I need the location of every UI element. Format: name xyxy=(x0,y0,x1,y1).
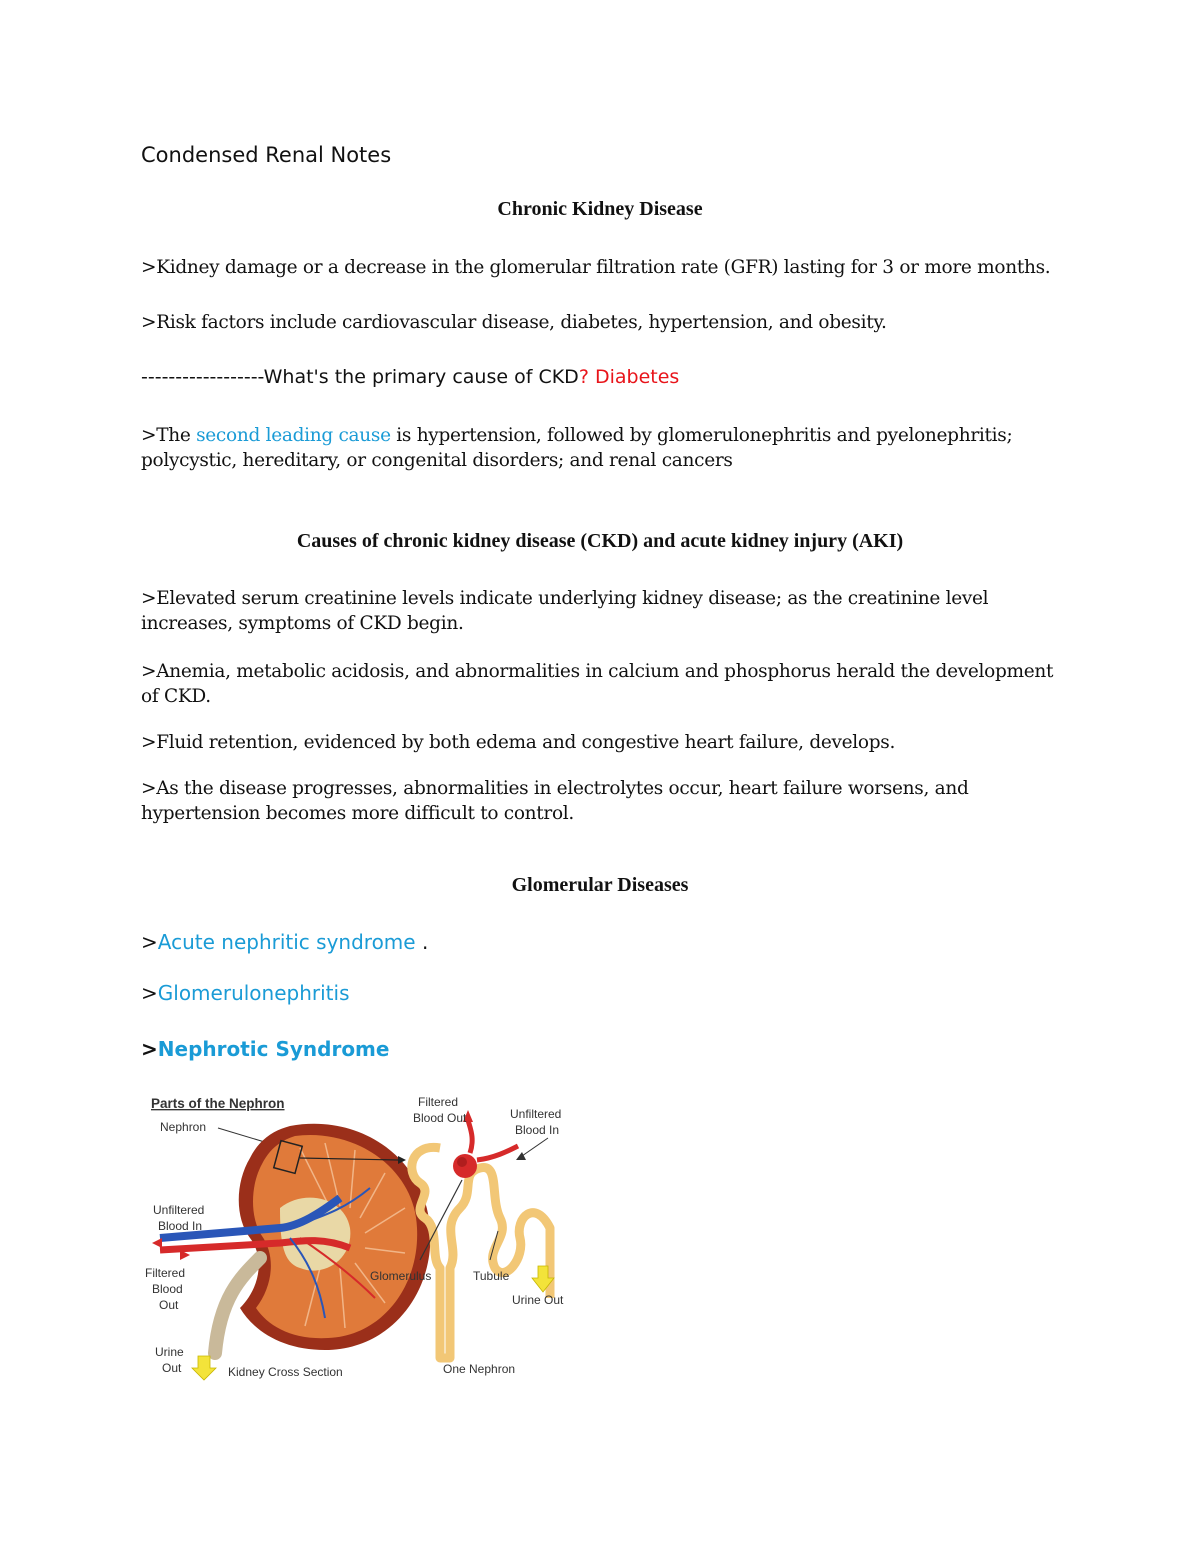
label-nephron: Nephron xyxy=(160,1120,207,1134)
label-glomerulus: Glomerulus xyxy=(370,1269,432,1283)
primary-cause-question xyxy=(141,366,679,388)
paragraph-fluid-retention: >Fluid retention, evidenced by both edema and congestive heart failure, develops. xyxy=(141,732,896,753)
p3-end: is hypertension, followed by glomerulonephritis and pyelonephritis; polycystic, hereditary, or congenital disorders; and renal cancers xyxy=(141,425,1013,471)
acute-nephritic-syndrome-link[interactable]: Acute nephritic syndrome xyxy=(157,930,416,954)
kidney-cross-section-image xyxy=(152,1124,430,1380)
figure-title: Parts of the Nephron xyxy=(151,1096,285,1111)
question-text: ------------------What's the primary cause of CKD xyxy=(141,366,579,388)
heading-causes-ckd-aki: Causes of chronic kidney disease (CKD) and acute kidney injury (AKI) xyxy=(296,530,904,552)
nephron-detail-image xyxy=(412,1110,554,1358)
question-mark: ? xyxy=(578,366,589,388)
label-kidney-cross-section: Kidney Cross Section xyxy=(228,1365,343,1379)
label-unfiltered-right-2: Blood In xyxy=(515,1123,560,1137)
item1-suffix: . xyxy=(415,930,429,954)
label-filtered-top-1: Filtered xyxy=(418,1095,459,1109)
heading-glomerular-diseases: Glomerular Diseases xyxy=(511,874,689,896)
label-urine-left-2: Out xyxy=(162,1361,182,1375)
paragraph-progression: >As the disease progresses, abnormalities in electrolytes occur, heart failure worsens, and hypertension becomes more difficult to control. xyxy=(141,778,969,824)
second-leading-cause-link[interactable]: second leading cause xyxy=(196,425,391,446)
paragraph-anemia: >Anemia, metabolic acidosis, and abnormalities in calcium and phosphorus herald the development of CKD. xyxy=(141,661,1054,707)
label-urine-left-1: Urine xyxy=(155,1345,184,1359)
list-item-glomerulonephritis xyxy=(141,981,349,1005)
label-filtered-top-2: Blood Out xyxy=(413,1111,467,1125)
label-filtered-left-3: Out xyxy=(159,1298,179,1312)
label-unfiltered-left-2: Blood In xyxy=(158,1219,203,1233)
question-answer: Diabetes xyxy=(594,366,680,388)
label-tubule: Tubule xyxy=(473,1269,510,1283)
nephrotic-syndrome-link[interactable]: Nephrotic Syndrome xyxy=(157,1037,390,1061)
paragraph-creatinine: >Elevated serum creatinine levels indicate underlying kidney disease; as the creatinine level increases, symptoms of CKD begin. xyxy=(141,588,989,634)
bullet-marker: > xyxy=(141,1037,158,1061)
p3-start: >The xyxy=(141,425,197,446)
glomerulonephritis-link[interactable]: Glomerulonephritis xyxy=(157,981,350,1005)
label-unfiltered-right-1: Unfiltered xyxy=(510,1107,562,1121)
label-one-nephron: One Nephron xyxy=(443,1362,516,1376)
paragraph-risk-factors: >Risk factors include cardiovascular disease, diabetes, hypertension, and obesity. xyxy=(141,312,887,333)
bullet-marker: > xyxy=(141,930,158,954)
label-urine-out-right: Urine Out xyxy=(512,1293,564,1307)
label-unfiltered-left-1: Unfiltered xyxy=(153,1203,205,1217)
paragraph-ckd-definition: >Kidney damage or a decrease in the glomerular filtration rate (GFR) lasting for 3 or more months. xyxy=(141,257,1051,278)
list-item-acute-nephritic xyxy=(141,930,428,954)
bullet-marker: > xyxy=(141,981,158,1005)
paragraph-second-cause xyxy=(141,423,1071,473)
label-filtered-left-1: Filtered xyxy=(145,1266,186,1280)
heading-chronic-kidney-disease: Chronic Kidney Disease xyxy=(497,198,703,220)
label-filtered-left-2: Blood xyxy=(152,1282,183,1296)
document-title: Condensed Renal Notes xyxy=(141,143,392,167)
nephron-diagram xyxy=(140,1088,590,1388)
list-item-nephrotic xyxy=(141,1037,389,1061)
